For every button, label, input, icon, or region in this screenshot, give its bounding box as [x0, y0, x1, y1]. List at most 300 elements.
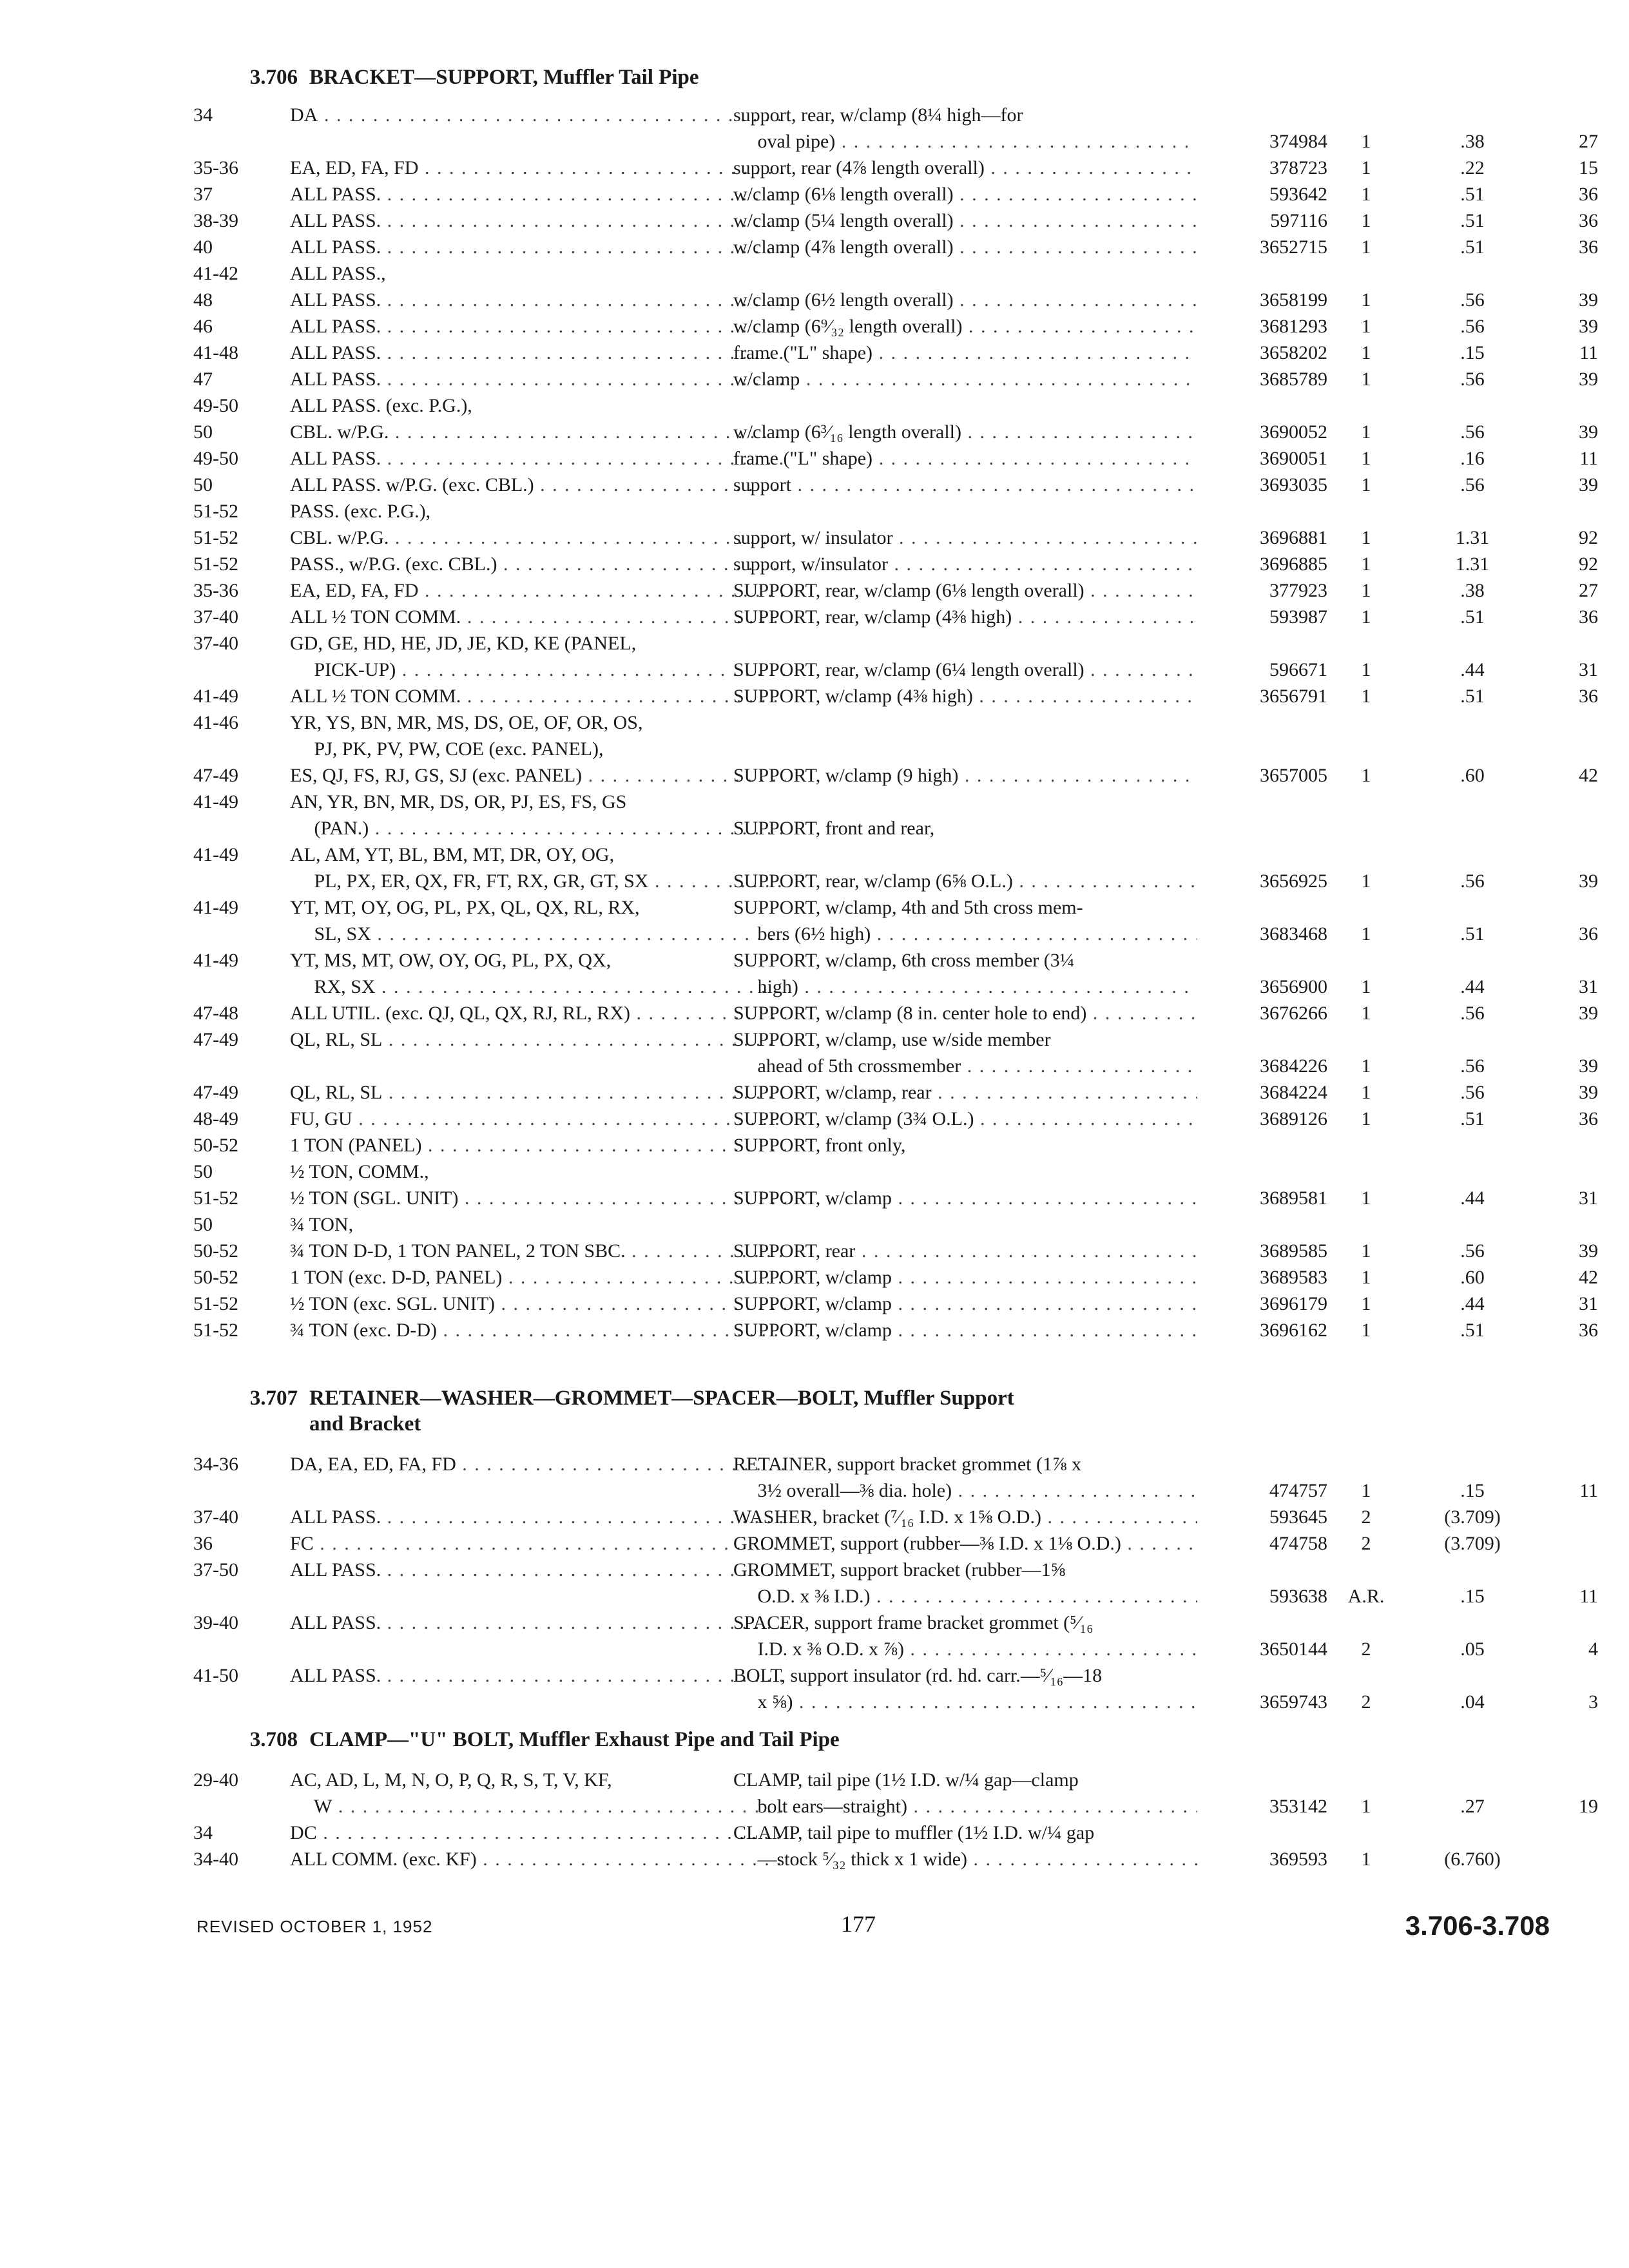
part-number	[1199, 1000, 1327, 1026]
part-description-text: w/clamp (5¼ length overall)	[733, 210, 954, 231]
leader-dots	[290, 1796, 786, 1817]
part-number-text: 3690051	[1260, 448, 1327, 469]
year-range-text: 34	[193, 104, 213, 126]
year-range	[193, 1238, 290, 1264]
table-row	[193, 1793, 1598, 1820]
quantity	[1334, 234, 1398, 260]
part-number-text: 353142	[1269, 1796, 1327, 1817]
quantity	[1334, 1238, 1398, 1264]
price-text: 1.31	[1455, 553, 1490, 575]
year-range-text: 41-46	[193, 712, 238, 733]
price-text: .44	[1460, 976, 1485, 997]
part-number-text: 3658199	[1260, 289, 1327, 311]
price-text: .56	[1460, 474, 1485, 495]
year-range-text: 37-50	[193, 1559, 238, 1581]
part-number-text: 474757	[1269, 1480, 1327, 1501]
table-row	[193, 260, 1547, 287]
price-class-text: 39	[1579, 316, 1598, 337]
price	[1405, 1583, 1540, 1610]
part-number	[1199, 1583, 1327, 1610]
model-list	[290, 1767, 786, 1793]
model-list-text: W	[290, 1796, 333, 1817]
model-list-text: ALL COMM. (exc. KF)	[290, 1849, 477, 1870]
model-list	[290, 207, 786, 234]
part-description-text: w/clamp (4⅞ length overall)	[733, 236, 954, 258]
part-number-text: 3659743	[1260, 1691, 1327, 1713]
year-range-text: 50	[193, 421, 213, 443]
model-list	[290, 1610, 786, 1636]
price-text: .56	[1460, 369, 1485, 390]
part-number	[1199, 1636, 1327, 1662]
year-range	[193, 419, 290, 445]
part-number	[1199, 1317, 1327, 1343]
model-list-text: PASS., w/P.G. (exc. CBL.)	[290, 553, 497, 575]
model-list-text: AN, YR, BN, MR, DS, OR, PJ, ES, FS, GS	[290, 791, 627, 812]
parts-table	[193, 102, 1598, 1343]
leader-dots	[290, 553, 786, 575]
part-number-text: 378723	[1269, 157, 1327, 178]
part-number	[1199, 1079, 1327, 1106]
leader-dots	[290, 1187, 786, 1209]
model-list-text: ALL PASS.,	[290, 263, 386, 284]
quantity	[1334, 472, 1398, 498]
model-list	[290, 1291, 786, 1317]
part-description	[733, 947, 1197, 974]
part-number-text: 377923	[1269, 580, 1327, 601]
quantity	[1334, 1583, 1398, 1610]
table-row	[193, 1662, 1547, 1689]
table-row	[193, 181, 1598, 207]
part-description	[733, 340, 1197, 366]
model-list	[290, 736, 786, 762]
part-number	[1199, 340, 1327, 366]
price-text: .51	[1460, 1320, 1485, 1341]
price	[1405, 1000, 1540, 1026]
part-number-text: 369593	[1269, 1849, 1327, 1870]
table-row	[193, 392, 1547, 419]
part-description	[733, 1238, 1197, 1264]
price-text: .56	[1460, 1082, 1485, 1103]
quantity-text: 1	[1361, 157, 1371, 178]
year-range-text: 47-49	[193, 1082, 238, 1103]
price	[1405, 1504, 1540, 1530]
year-range	[193, 1530, 290, 1557]
price	[1405, 445, 1540, 472]
price-class	[1534, 1079, 1598, 1106]
price-text: .51	[1460, 236, 1485, 258]
part-number-text: 3683468	[1260, 923, 1327, 945]
price	[1405, 604, 1540, 630]
table-row	[193, 498, 1547, 524]
table-row	[193, 524, 1598, 551]
price-class	[1534, 1477, 1598, 1504]
quantity-text: 1	[1361, 870, 1371, 892]
table-row	[193, 551, 1598, 577]
table-row	[193, 1238, 1598, 1264]
price	[1405, 551, 1540, 577]
part-number-text: 3689581	[1260, 1187, 1327, 1209]
model-list	[290, 340, 786, 366]
model-list-text: ES, QJ, FS, RJ, GS, SJ (exc. PANEL)	[290, 765, 583, 786]
model-list-text: ALL PASS.	[290, 342, 381, 363]
price-class-text: 39	[1579, 1055, 1598, 1077]
price	[1405, 1238, 1540, 1264]
part-description	[733, 683, 1197, 709]
price-class	[1534, 1185, 1598, 1211]
part-description	[733, 1132, 1197, 1158]
part-description-text: SUPPORT, rear, w/clamp (6⅝ O.L.)	[733, 870, 1013, 892]
part-number	[1199, 1793, 1327, 1820]
leader-dots	[290, 976, 786, 997]
part-description-text: I.D. x ⅜ O.D. x ⅞)	[733, 1639, 904, 1660]
part-description-text: GROMMET, support bracket (rubber—1⅝	[733, 1559, 1066, 1581]
price-class-text: 42	[1579, 1267, 1598, 1288]
leader-dots	[290, 1267, 786, 1288]
part-description-text: bers (6½ high)	[733, 923, 871, 945]
price-class	[1534, 657, 1598, 683]
year-range-text: 51-52	[193, 1320, 238, 1341]
table-row	[193, 1132, 1547, 1158]
year-range	[193, 630, 290, 657]
part-number	[1199, 1477, 1327, 1504]
quantity-text: 1	[1361, 1240, 1371, 1262]
price-class-text: 39	[1579, 1003, 1598, 1024]
price-class-text: 39	[1579, 1082, 1598, 1103]
part-description-text: support, w/ insulator	[733, 527, 893, 548]
model-list	[290, 947, 786, 974]
section-title-continued: and Bracket	[309, 1412, 421, 1436]
part-description-text: SUPPORT, w/clamp, use w/side member	[733, 1029, 1051, 1050]
parts-table	[193, 1767, 1598, 1872]
year-range-text: 34-40	[193, 1849, 238, 1870]
leader-dots	[290, 157, 786, 178]
part-description	[733, 762, 1197, 789]
part-description-text: 3½ overall—⅜ dia. hole)	[733, 1480, 952, 1501]
part-description-text: SUPPORT, w/clamp, rear	[733, 1082, 932, 1103]
table-row	[193, 366, 1598, 392]
year-range	[193, 1317, 290, 1343]
model-list	[290, 974, 786, 1000]
price-text: .56	[1460, 421, 1485, 443]
part-number-text: 593638	[1269, 1586, 1327, 1607]
part-number	[1199, 155, 1327, 181]
price-class	[1534, 287, 1598, 313]
year-range	[193, 1026, 290, 1053]
model-list-text: FU, GU	[290, 1108, 352, 1129]
table-row	[193, 841, 1547, 868]
year-range-text: 47-49	[193, 765, 238, 786]
part-description-text: SUPPORT, front only,	[733, 1135, 906, 1156]
model-list	[290, 841, 786, 868]
model-list-text: ALL PASS.	[290, 184, 381, 205]
price-class-text: 19	[1579, 1796, 1598, 1817]
leader-dots	[733, 421, 1197, 443]
leader-dots	[290, 369, 786, 390]
leader-dots	[733, 580, 1197, 601]
part-number-text: 593642	[1269, 184, 1327, 205]
year-range-text: 51-52	[193, 1293, 238, 1314]
price-class	[1534, 1689, 1598, 1715]
part-number	[1199, 1291, 1327, 1317]
quantity-text: 1	[1361, 448, 1371, 469]
part-number-text: 3696885	[1260, 553, 1327, 575]
year-range-text: 41-49	[193, 844, 238, 865]
quantity	[1334, 1793, 1398, 1820]
part-description	[733, 181, 1197, 207]
table-row	[193, 1820, 1547, 1846]
model-list-text: ALL PASS.	[290, 1665, 381, 1686]
part-description	[733, 657, 1197, 683]
part-description	[733, 1053, 1197, 1079]
quantity-text: A.R.	[1347, 1586, 1385, 1607]
part-description	[733, 1185, 1197, 1211]
table-row	[193, 1053, 1598, 1079]
part-description	[733, 419, 1197, 445]
price-class	[1534, 1793, 1598, 1820]
model-list-text: DA	[290, 104, 318, 126]
part-description	[733, 155, 1197, 181]
price-text: .44	[1460, 659, 1485, 680]
leader-dots	[733, 1055, 1197, 1077]
part-description-text: support	[733, 474, 791, 495]
model-list-text: ALL PASS. (exc. P.G.),	[290, 395, 472, 416]
price-class	[1534, 155, 1598, 181]
quantity	[1334, 1846, 1398, 1872]
quantity-text: 1	[1361, 659, 1371, 680]
year-range-text: 48-49	[193, 1108, 238, 1129]
year-range	[193, 1079, 290, 1106]
part-number	[1199, 234, 1327, 260]
section-number: 3.706	[249, 66, 298, 89]
part-description	[733, 1846, 1197, 1872]
model-list-text: EA, ED, FA, FD	[290, 157, 419, 178]
quantity	[1334, 524, 1398, 551]
part-description-text: oval pipe)	[733, 131, 836, 152]
year-range-text: 41-50	[193, 1665, 238, 1686]
part-description-text: SUPPORT, w/clamp	[733, 1187, 892, 1209]
price-text: .56	[1460, 870, 1485, 892]
model-list	[290, 472, 786, 498]
part-description	[733, 1477, 1197, 1504]
price-class	[1534, 868, 1598, 894]
price-class	[1534, 604, 1598, 630]
model-list	[290, 1106, 786, 1132]
part-number	[1199, 366, 1327, 392]
price-class-text: 36	[1579, 923, 1598, 945]
year-range-text: 50-52	[193, 1135, 238, 1156]
model-list	[290, 234, 786, 260]
model-list	[290, 709, 786, 736]
model-list-text: ½ TON (SGL. UNIT)	[290, 1187, 459, 1209]
price	[1405, 419, 1540, 445]
model-list	[290, 419, 786, 445]
leader-dots	[290, 474, 786, 495]
section-title: BRACKET—SUPPORT, Muffler Tail Pipe	[309, 66, 699, 89]
price-class	[1534, 921, 1598, 947]
parts-table	[193, 1451, 1598, 1715]
quantity-text: 1	[1361, 923, 1371, 945]
part-number-text: 3658202	[1260, 342, 1327, 363]
price	[1405, 1185, 1540, 1211]
model-list	[290, 894, 786, 921]
part-number-text: 3681293	[1260, 316, 1327, 337]
price	[1405, 974, 1540, 1000]
price	[1405, 234, 1540, 260]
year-range	[193, 1185, 290, 1211]
price-class	[1534, 472, 1598, 498]
part-number-text: 3684224	[1260, 1082, 1327, 1103]
year-range-text: 41-49	[193, 686, 238, 707]
model-list-text: ¾ TON D-D, 1 TON PANEL, 2 TON SBC.	[290, 1240, 626, 1262]
model-list-text: YT, MS, MT, OW, OY, OG, PL, PX, QX,	[290, 950, 612, 971]
part-description-text: w/clamp (6½ length overall)	[733, 289, 954, 311]
part-number-text: 3650144	[1260, 1639, 1327, 1660]
section-3706	[193, 64, 1598, 1343]
table-row	[193, 604, 1598, 630]
page-number: 177	[841, 1911, 876, 1937]
table-row	[193, 815, 1547, 841]
part-number-text: 3696179	[1260, 1293, 1327, 1314]
quantity	[1334, 128, 1398, 155]
year-range	[193, 841, 290, 868]
part-number	[1199, 1689, 1327, 1715]
price	[1405, 683, 1540, 709]
model-list	[290, 1793, 786, 1820]
part-description-text: support, rear, w/clamp (8¼ high—for	[733, 104, 1023, 126]
leader-dots	[733, 1796, 1197, 1817]
part-description	[733, 1000, 1197, 1026]
leader-dots	[290, 448, 786, 469]
table-row	[193, 1211, 1547, 1238]
part-description	[733, 1079, 1197, 1106]
year-range-text: 35-36	[193, 580, 238, 601]
quantity	[1334, 287, 1398, 313]
section-number: 3.707	[249, 1387, 298, 1410]
table-row	[193, 287, 1598, 313]
part-description-text: SUPPORT, w/clamp (8 in. center hole to end)	[733, 1003, 1087, 1024]
model-list-text: FC	[290, 1533, 314, 1554]
model-list	[290, 287, 786, 313]
quantity-text: 2	[1361, 1506, 1371, 1528]
model-list	[290, 868, 786, 894]
quantity	[1334, 551, 1398, 577]
price-class-text: 36	[1579, 606, 1598, 628]
quantity	[1334, 577, 1398, 604]
price-text: .56	[1460, 1003, 1485, 1024]
price-text: .15	[1460, 1480, 1485, 1501]
part-description-text: SUPPORT, rear, w/clamp (4⅜ high)	[733, 606, 1012, 628]
model-list	[290, 1504, 786, 1530]
year-range	[193, 1291, 290, 1317]
model-list-text: (PAN.)	[290, 818, 369, 839]
table-row	[193, 1767, 1547, 1793]
price-class-text: 39	[1579, 870, 1598, 892]
part-number-text: 3689585	[1260, 1240, 1327, 1262]
leader-dots	[733, 448, 1197, 469]
leader-dots	[290, 1533, 786, 1554]
price	[1405, 1793, 1540, 1820]
model-list	[290, 1185, 786, 1211]
price-class	[1534, 1106, 1598, 1132]
year-range	[193, 102, 290, 128]
part-number-text: 3689126	[1260, 1108, 1327, 1129]
leader-dots	[733, 316, 1197, 337]
price-text: .16	[1460, 448, 1485, 469]
year-range-text: 41-49	[193, 791, 238, 812]
price-class-text: 11	[1579, 342, 1598, 363]
quantity	[1334, 1530, 1398, 1557]
part-number	[1199, 313, 1327, 340]
leader-dots	[733, 342, 1197, 363]
price	[1405, 128, 1540, 155]
table-row	[193, 577, 1598, 604]
part-description	[733, 1557, 1197, 1583]
leader-dots	[290, 870, 786, 892]
quantity	[1334, 974, 1398, 1000]
year-range	[193, 947, 290, 974]
model-list	[290, 1000, 786, 1026]
year-range	[193, 1557, 290, 1583]
part-number	[1199, 128, 1327, 155]
year-range	[193, 1132, 290, 1158]
price-class	[1534, 313, 1598, 340]
part-number-text: 474758	[1269, 1533, 1327, 1554]
price-text: .56	[1460, 1240, 1485, 1262]
part-description	[733, 1264, 1197, 1291]
year-range-text: 50	[193, 1161, 213, 1182]
year-range	[193, 1211, 290, 1238]
price-class	[1534, 419, 1598, 445]
price-class-text: 36	[1579, 210, 1598, 231]
quantity-text: 1	[1361, 606, 1371, 628]
year-range-text: 34-36	[193, 1454, 238, 1475]
leader-dots	[290, 527, 786, 548]
part-description-text: w/clamp (6³⁄₁₆ length overall)	[733, 421, 961, 443]
price-text: .22	[1460, 157, 1485, 178]
year-range	[193, 1264, 290, 1291]
year-range-text: 51-52	[193, 501, 238, 522]
quantity-text: 1	[1361, 553, 1371, 575]
leader-dots	[733, 527, 1197, 548]
model-list-text: ALL PASS.	[290, 369, 381, 390]
table-row	[193, 102, 1547, 128]
part-number	[1199, 921, 1327, 947]
part-description	[733, 1106, 1197, 1132]
part-number-text: 593987	[1269, 606, 1327, 628]
part-number-text: 3696881	[1260, 527, 1327, 548]
leader-dots	[290, 686, 786, 707]
quantity-text: 1	[1361, 527, 1371, 548]
model-list-text: ALL PASS.	[290, 448, 381, 469]
price	[1405, 207, 1540, 234]
price-class-text: 36	[1579, 686, 1598, 707]
part-description	[733, 128, 1197, 155]
price	[1405, 472, 1540, 498]
quantity-text: 1	[1361, 421, 1371, 443]
table-row	[193, 947, 1547, 974]
quantity	[1334, 1264, 1398, 1291]
quantity-text: 1	[1361, 210, 1371, 231]
price	[1405, 1317, 1540, 1343]
year-range-text: 47-48	[193, 1003, 238, 1024]
year-range-text: 48	[193, 289, 213, 311]
year-range	[193, 472, 290, 498]
price-class-text: 3	[1588, 1691, 1598, 1713]
leader-dots	[290, 580, 786, 601]
leader-dots	[290, 818, 786, 839]
model-list-text: ALL UTIL. (exc. QJ, QL, QX, RJ, RL, RX)	[290, 1003, 630, 1024]
price-class	[1534, 1317, 1598, 1343]
